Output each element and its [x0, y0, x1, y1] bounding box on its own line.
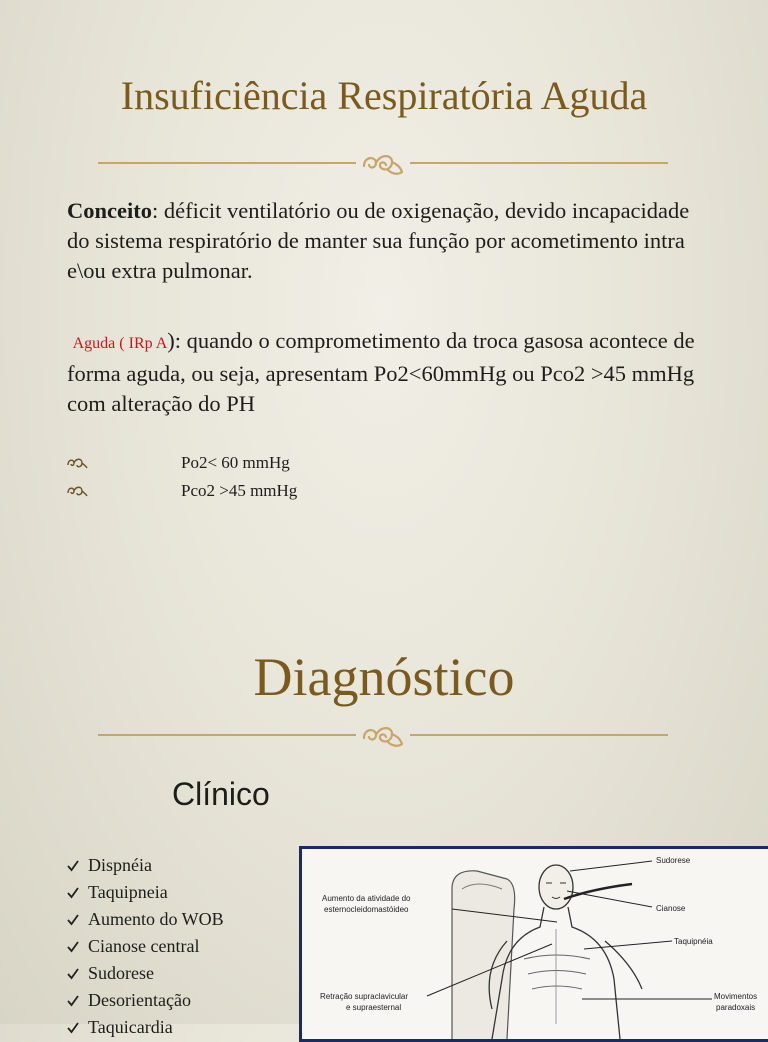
ornament-swirl-icon: [358, 720, 408, 750]
swirl-bullet-icon: [66, 484, 88, 498]
slide-2: [0, 560, 768, 1037]
symptom-label: Aumento do WOB: [88, 909, 224, 929]
patient-illustration: [299, 846, 768, 1042]
symptom-label: Dispnéia: [88, 855, 152, 875]
label-retracao-1: Retração supraclavicular: [320, 992, 409, 1001]
checkmark-icon: [66, 886, 80, 900]
label-taquipneia: Taquipnéia: [674, 937, 713, 946]
checkmark-icon: [66, 994, 80, 1008]
symptom-label: Taquipneia: [88, 882, 168, 902]
label-movimentos-1: Movimentos: [714, 992, 758, 1001]
title-divider: [98, 148, 668, 178]
list-item: [66, 449, 297, 477]
symptom-label: Taquicardia: [88, 1017, 173, 1037]
acute-paragraph: [67, 326, 717, 419]
label-esterno-1: Aumento da atividade do: [322, 894, 411, 903]
checkmark-icon: [66, 1021, 80, 1035]
slide-title: Insuficiência Respiratória Aguda: [120, 73, 648, 118]
symptom-checklist: [66, 852, 224, 1041]
concept-label: Conceito: [67, 198, 152, 223]
label-retracao-2: e supraesternal: [346, 1003, 402, 1012]
checkmark-icon: [66, 967, 80, 981]
list-item: [66, 933, 224, 960]
checkmark-icon: [66, 940, 80, 954]
symptom-label: Sudorese: [88, 963, 154, 983]
list-item: [66, 879, 224, 906]
criteria-list: [66, 449, 297, 505]
criteria-pco2: Pco2 >45 mmHg: [181, 481, 298, 500]
ornament-swirl-icon: [358, 148, 408, 178]
list-item: [66, 477, 297, 505]
acute-label: Aguda ( IRp A: [72, 335, 168, 352]
list-item: [66, 960, 224, 987]
symptom-label: Desorientação: [88, 990, 191, 1010]
symptom-label: Cianose central: [88, 936, 200, 956]
list-item: [66, 987, 224, 1014]
list-item: [66, 906, 224, 933]
label-esterno-2: esternocleidomastóideo: [324, 905, 409, 914]
slide-title: Diagnóstico: [253, 647, 515, 707]
label-movimentos-2: paradoxais: [716, 1003, 756, 1012]
checkmark-icon: [66, 859, 80, 873]
checkmark-icon: [66, 913, 80, 927]
swirl-bullet-icon: [66, 456, 88, 470]
concept-text: : déficit ventilatório ou de oxigenação, devido incapacidade do sistema respiratório de manter sua função por acometimento intra e\ou extra pulmonar.: [67, 198, 690, 283]
label-cianose: Cianose: [656, 904, 686, 913]
criteria-po2: Po2< 60 mmHg: [181, 453, 290, 472]
acute-text: ): quando o comprometimento da troca gasosa acontece de forma aguda, ou seja, apresentam Po2<60mmHg ou Pco2 >45 mmHg com alteração do PH: [67, 328, 695, 416]
patient-figure-drawing: [302, 849, 768, 1039]
list-item: [66, 852, 224, 879]
label-sudorese: Sudorese: [656, 856, 691, 865]
concept-paragraph: [67, 196, 717, 286]
section-subtitle: Clínico: [172, 776, 270, 812]
title-divider: [98, 720, 668, 750]
list-item: [66, 1014, 224, 1041]
